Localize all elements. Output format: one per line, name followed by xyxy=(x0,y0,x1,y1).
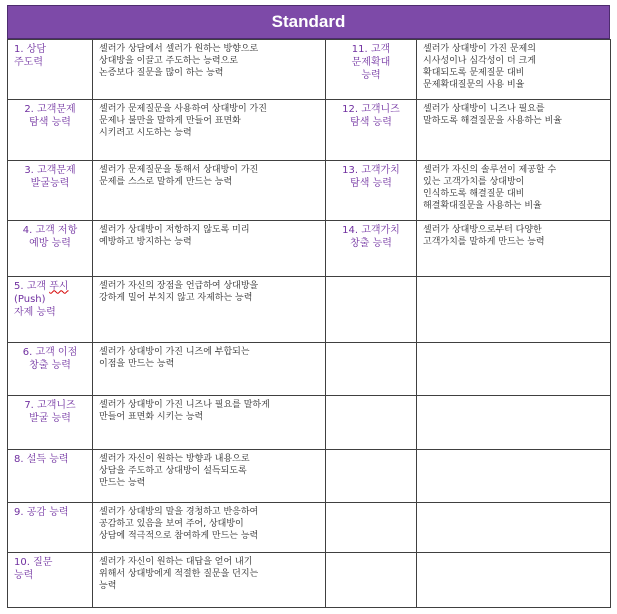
empty-cell xyxy=(326,396,417,449)
table-row xyxy=(8,40,611,100)
empty-cell xyxy=(326,343,417,396)
table-row xyxy=(8,100,611,160)
empty-cell xyxy=(326,503,417,552)
standard-table-frame xyxy=(7,5,610,608)
competency-description: 셀러가 상대방이 가진 문제의 시사성이나 심각성이 더 크게 확대되도록 문제질문 대비 문제확대질문의 사용 비율 xyxy=(417,40,611,100)
empty-cell xyxy=(417,396,611,449)
competency-description: 셀러가 상대방이 가진 니즈에 부합되는 이점을 만드는 능력 xyxy=(93,343,326,396)
competency-description: 셀러가 자신의 장점을 언급하여 상대방을 강하게 밀어 부치지 않고 자제하는 능력 xyxy=(93,276,326,342)
competency-label: 2. 고객문제 탐색 능력 xyxy=(8,100,93,160)
competency-label: 1. 상담 주도력 xyxy=(8,40,93,100)
table-row xyxy=(8,343,611,396)
table-row xyxy=(8,552,611,607)
competency-description: 셀러가 문제질문을 통해서 상대방이 가진 문제를 스스로 말하게 만드는 능력 xyxy=(93,160,326,220)
competency-label: 12. 고객니즈 탐색 능력 xyxy=(326,100,417,160)
competency-description: 셀러가 상대방의 말을 경청하고 반응하여 공감하고 있음을 보여 주어, 상대방이 상담에 적극적으로 참여하게 만드는 능력 xyxy=(93,503,326,552)
competency-description: 셀러가 상대방으로부터 다양한 고객가치를 말하게 만드는 능력 xyxy=(417,221,611,276)
competency-label: 10. 질문 능력 xyxy=(8,552,93,607)
competency-label: 6. 고객 이점 창출 능력 xyxy=(8,343,93,396)
table-title-bar xyxy=(7,5,610,39)
competency-description: 셀러가 자신의 솔루션이 제공할 수 있는 고객가치를 상대방이 인식하도록 해결질문 대비 해결확대질문을 사용하는 비율 xyxy=(417,160,611,220)
empty-cell xyxy=(326,449,417,502)
table-title: Standard xyxy=(271,12,346,31)
competency-label: 14. 고객가치 창출 능력 xyxy=(326,221,417,276)
competency-description: 셀러가 상담에서 셀러가 원하는 방향으로 상대방을 이끌고 주도하는 능력으로 논증보다 질문을 많이 하는 능력 xyxy=(93,40,326,100)
empty-cell xyxy=(326,276,417,342)
competency-description: 셀러가 상대방이 저항하지 않도록 미리 예방하고 방지하는 능력 xyxy=(93,221,326,276)
competency-label: 13. 고객가치 탐색 능력 xyxy=(326,160,417,220)
competency-description: 셀러가 상대방이 니즈나 필요를 말하도록 해결질문을 사용하는 비율 xyxy=(417,100,611,160)
competency-description: 셀러가 자신이 원하는 방향과 내용으로 상담을 주도하고 상대방이 설득되도록 만드는 능력 xyxy=(93,449,326,502)
competency-label: 4. 고객 저항 예방 능력 xyxy=(8,221,93,276)
competency-description: 셀러가 상대방이 가진 니즈나 필요를 말하게 만들어 표면화 시키는 능력 xyxy=(93,396,326,449)
empty-cell xyxy=(417,503,611,552)
competency-description: 셀러가 자신이 원하는 대답을 얻어 내기 위해서 상대방에게 적절한 질문을 던지는 능력 xyxy=(93,552,326,607)
competency-label: 5. 고객 푸시 (Push) 자제 능력 xyxy=(8,276,93,342)
empty-cell xyxy=(417,276,611,342)
table-row xyxy=(8,221,611,276)
spellcheck-underlined-word: 푸시 xyxy=(49,280,69,292)
competency-description: 셀러가 문제질문을 사용하여 상대방이 가진 문제나 불만을 말하게 만들어 표면화 시키려고 시도하는 능력 xyxy=(93,100,326,160)
competency-label: 8. 설득 능력 xyxy=(8,449,93,502)
empty-cell xyxy=(417,449,611,502)
competency-label: 7. 고객니즈 발굴 능력 xyxy=(8,396,93,449)
competency-table xyxy=(7,39,611,608)
empty-cell xyxy=(417,343,611,396)
competency-label: 9. 공감 능력 xyxy=(8,503,93,552)
table-row xyxy=(8,503,611,552)
competency-label: 11. 고객 문제확대 능력 xyxy=(326,40,417,100)
table-row xyxy=(8,396,611,449)
empty-cell xyxy=(417,552,611,607)
empty-cell xyxy=(326,552,417,607)
competency-label: 3. 고객문제 발굴능력 xyxy=(8,160,93,220)
table-row xyxy=(8,449,611,502)
table-row xyxy=(8,160,611,220)
table-row xyxy=(8,276,611,342)
